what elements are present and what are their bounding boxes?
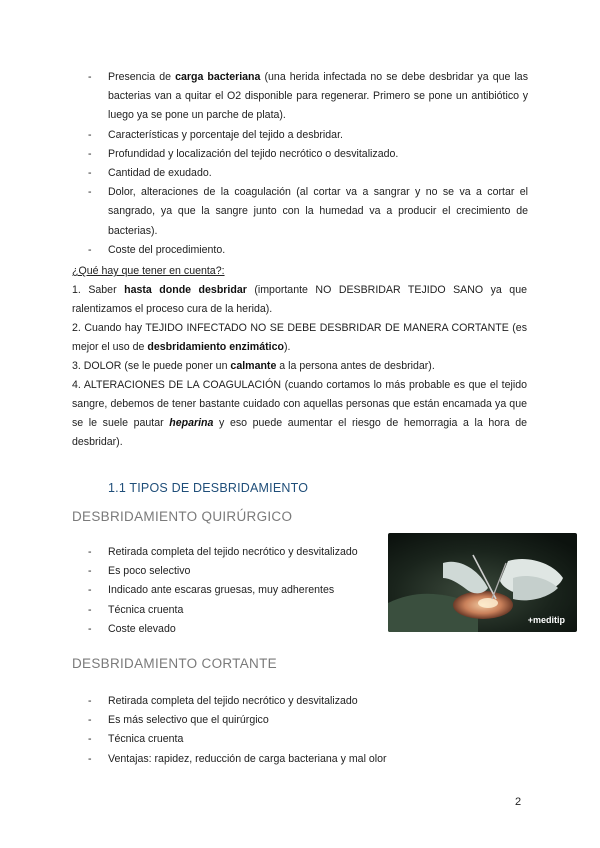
list-item: - Retirada completa del tejido necrótico y desvitalizado — [88, 546, 358, 558]
cortante-title: DESBRIDAMIENTO CORTANTE — [72, 656, 277, 671]
point-3: 3. DOLOR (se le puede poner un calmante a la persona antes de desbridar). — [72, 360, 435, 372]
list-item: - Indicado ante escaras gruesas, muy adherentes — [88, 584, 335, 597]
list-item: - Dolor, alteraciones de la coagulación (al cortar va a sangrar y no se va a cortar el sangrado, ya que la sangre junto con la humedad va a producir el crecimiento de bacterias). — [88, 186, 528, 237]
list-item: - Técnica cruenta — [88, 733, 184, 746]
considerations-list — [88, 68, 528, 260]
list-item: - Presencia de carga bacteriana (una herida infectada no se debe desbridar ya que las bacterias van a quitar el O2 disponible para regenerar. Primero se pone un antibiótico y luego ya se pone un parche de plata). — [88, 71, 528, 122]
list-item: - Características y porcentaje del tejido a desbridar. — [88, 128, 343, 141]
list-item: - Profundidad y localización del tejido necrótico o desvitalizado. — [88, 147, 399, 160]
quirurgico-list — [88, 543, 378, 639]
question-heading: ¿Qué hay que tener en cuenta?: — [72, 265, 225, 277]
list-item: - Coste del procedimiento. — [88, 243, 226, 256]
point-2: 2. Cuando hay TEJIDO INFECTADO NO SE DEBE DESBRIDAR DE MANERA CORTANTE (es mejor el uso de desbridamiento enzimático). — [72, 322, 527, 353]
list-item: - Ventajas: rapidez, reducción de carga bacteriana y mal olor — [88, 752, 387, 765]
point-4: 4. ALTERACIONES DE LA COAGULACIÓN (cuando cortamos lo más probable es que el tejido sangre, debemos de tener bastante cuidado con aquellas personas que están encamada ya que se le suele pautar heparina y eso puede aumentar el riesgo de hemorragia a la hora de desbridar). — [72, 379, 527, 448]
page-number: 2 — [515, 796, 522, 808]
list-item: - Técnica cruenta — [88, 603, 184, 616]
quirurgico-title: DESBRIDAMIENTO QUIRÚRGICO — [72, 509, 293, 524]
list-item: - Cantidad de exudado. — [88, 167, 212, 180]
section-title: 1.1 TIPOS DE DESBRIDAMIENTO — [108, 481, 309, 495]
list-item: - Retirada completa del tejido necrótico y desvitalizado — [88, 695, 358, 707]
point-1: 1. Saber hasta donde desbridar (importante NO DESBRIDAR TEJIDO SANO ya que ralentizamos el proceso cura de la herida). — [72, 284, 527, 315]
list-item: - Es poco selectivo — [88, 565, 191, 578]
list-item: - Es más selectivo que el quirúrgico — [88, 714, 269, 727]
list-item: - Coste elevado — [88, 622, 176, 635]
photo-watermark: +meditip — [527, 615, 565, 625]
surgery-photo — [388, 533, 577, 632]
cortante-list — [88, 692, 528, 769]
